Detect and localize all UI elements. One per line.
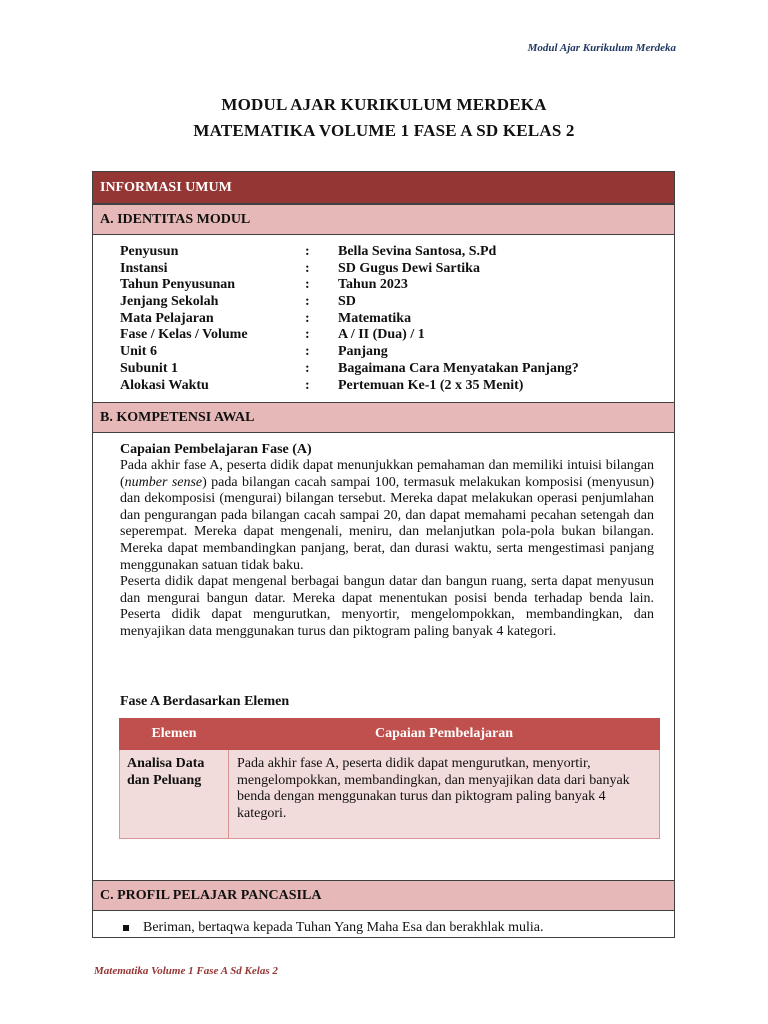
table-header-row [120,719,660,750]
learning-outcome-paragraph-2: Peserta didik dapat mengenal berbagai bangun datar dan bangun ruang, serta dapat menyusun dan mengurai bangun datar. Mereka dapat menentukan posisi benda terhadap benda lain. Peserta didik dapat mengurutkan, menyortir, mengelompokkan, membandingkan, dan menyajikan data menggunakan turus dan piktogram paling banyak 4 kategori. [120,574,654,639]
identity-label: Tahun Penyusunan [120,277,236,293]
identity-value: Bagaimana Cara Menyatakan Panjang? [338,360,579,376]
identity-row [120,327,579,344]
element-table [119,718,660,839]
identity-value: A / II (Dua) / 1 [338,327,425,343]
identity-label: Penyusun [120,244,179,259]
section-initial-competence: B. KOMPETENSI AWAL [93,402,674,433]
identity-row [120,361,579,378]
identity-colon: : [305,277,310,293]
identity-list [120,244,579,394]
identity-colon: : [305,244,310,259]
element-outcome-cell: Pada akhir fase A, peserta didik dapat mengurutkan, menyortir, mengelompokkan, membandingkan, dan menyajikan data dari banyak benda dengan menggunakan turus dan piktogram paling banyak 4 kategori. [229,750,660,839]
learning-outcome-paragraph-1 [120,458,654,574]
identity-row [120,261,579,278]
identity-row [120,244,579,261]
element-name-cell: Analisa Data dan Peluang [120,750,229,839]
identity-value: Tahun 2023 [338,277,408,293]
identity-label: Fase / Kelas / Volume [120,327,248,343]
identity-value: Panjang [338,344,388,360]
section-identity: A. IDENTITAS MODUL [93,204,674,235]
profile-item-text: Beriman, bertaqwa kepada Tuhan Yang Maha Esa dan berakhlak mulia. [143,920,544,935]
section-pancasila-profile: C. PROFIL PELAJAR PANCASILA [93,880,674,911]
identity-label: Unit 6 [120,344,157,360]
identity-colon: : [305,260,310,276]
identity-label: Jenjang Sekolah [120,294,219,310]
column-header-outcome: Capaian Pembelajaran [229,719,660,750]
identity-row [120,344,579,361]
running-footer: Matematika Volume 1 Fase A Sd Kelas 2 [94,965,278,977]
running-header: Modul Ajar Kurikulum Merdeka [527,42,676,54]
identity-colon: : [305,377,310,393]
document-title: MODUL AJAR KURIKULUM MERDEKA [221,95,547,114]
identity-colon: : [305,310,310,326]
square-bullet-icon [123,925,129,931]
identity-label: Alokasi Waktu [120,377,209,393]
number-sense-term: number sense [124,474,203,490]
module-info-frame [92,171,675,938]
table-row [120,750,660,839]
identity-colon: : [305,360,310,376]
document-subtitle: MATEMATIKA VOLUME 1 FASE A SD KELAS 2 [193,121,575,140]
identity-colon: : [305,294,310,310]
section-general-info: INFORMASI UMUM [93,172,674,204]
identity-row [120,311,579,328]
identity-value: Matematika [338,310,412,326]
identity-label: Mata Pelajaran [120,310,214,326]
identity-value: Pertemuan Ke-1 (2 x 35 Menit) [338,377,524,393]
learning-outcome-heading: Capaian Pembelajaran Fase (A) [120,442,312,457]
identity-colon: : [305,327,310,343]
learning-outcome-text [120,458,654,641]
identity-value: SD [338,294,356,310]
element-table-heading: Fase A Berdasarkan Elemen [120,694,290,709]
identity-colon: : [305,344,310,360]
column-header-element: Elemen [120,719,229,750]
list-item [123,920,543,936]
identity-value: Bella Sevina Santosa, S.Pd [338,244,497,259]
identity-row [120,294,579,311]
paragraph-text: Pada akhir fase A, peserta didik dapat menunjukkan pemahaman dan memiliki intuisi bilangan ( [120,458,654,490]
identity-label: Subunit 1 [120,360,178,376]
identity-row [120,378,579,395]
paragraph-text: ) pada bilangan cacah sampai 100, termasuk melakukan komposisi (menyusun) dan dekomposisi (mengurai) bilangan tersebut. Mereka dapat melakukan operasi penjumlahan dan pengurangan pada bilangan cacah sampai 20, dan dapat memahami pecahan setengah dan seperempat. Mereka dapat mengenali, meniru, dan melanjutkan pola-pola bukan bilangan. Mereka dapat membandingkan panjang, berat, dan durasi waktu, serta mengestimasi panjang menggunakan satuan tidak baku. [120,474,654,573]
identity-label: Instansi [120,260,168,276]
identity-row [120,277,579,294]
identity-value: SD Gugus Dewi Sartika [338,260,480,276]
